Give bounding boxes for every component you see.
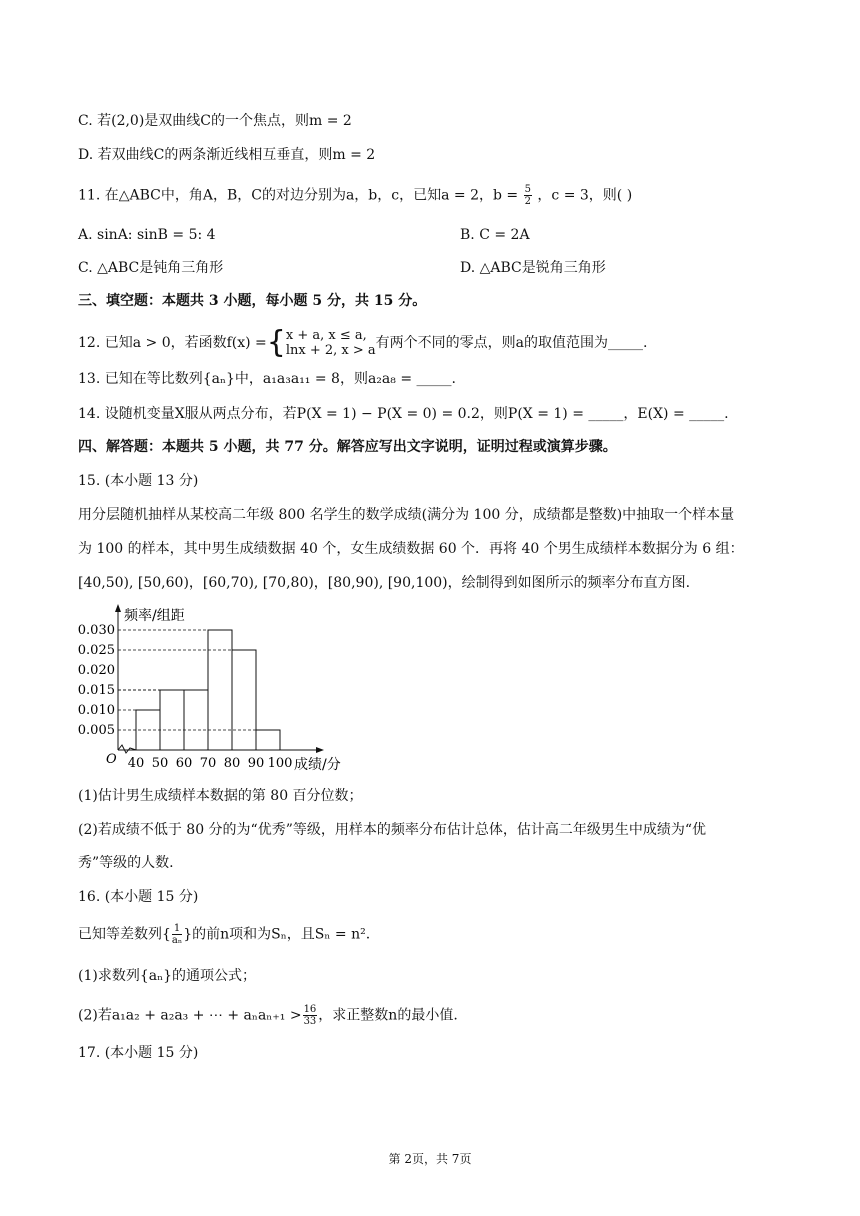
q16-frac-num: 1 <box>173 923 181 934</box>
q11-option-a: A. sinA: sinB = 5: 4 <box>78 227 216 243</box>
q11-frac-num: 5 <box>524 184 531 195</box>
q15-line1: 用分层随机抽样从某校高二年级 800 名学生的数学成绩(满分为 100 分，成绩都是整数)中抽取一个样本量 <box>78 507 735 523</box>
q16-part1: (1)求数列{aₙ}的通项公式； <box>78 968 257 984</box>
q16-part2 <box>78 1004 458 1027</box>
x-tick-label: 60 <box>175 756 193 771</box>
q15-part2-line1: (2)若成绩不低于 80 分的为“优秀”等级，用样本的频率分布估计总体，估计高二年级男生中成绩为“优 <box>78 822 707 838</box>
x-tick-label: 90 <box>247 756 265 771</box>
q11-option-b: B. C = 2A <box>460 227 530 243</box>
page-footer: 第 2页，共 7页 <box>388 1152 472 1166</box>
q16-stem-pre: 已知等差数列{ <box>78 926 171 943</box>
q12-post: 有两个不同的零点，则a的取值范围为_____. <box>375 335 648 351</box>
x-tick-label: 80 <box>223 756 241 771</box>
q12 <box>78 326 647 360</box>
q15-part1: (1)估计男生成绩样本数据的第 80 百分位数； <box>78 788 363 804</box>
q16-heading: 16. (本小题 15 分) <box>78 889 199 905</box>
q16-part2-pre: (2)若a₁a₂ + a₂a₃ + ⋯ + aₙaₙ₊₁ > <box>78 1007 302 1024</box>
q11-fraction <box>524 184 532 207</box>
q13: 13. 已知在等比数列{aₙ}中，a₁a₃a₁₁ = 8，则a₂a₈ = _____. <box>78 371 456 387</box>
q16-part2-fraction <box>303 1004 318 1027</box>
q15-line2: 为 100 的样本，其中男生成绩数据 40 个，女生成绩数据 60 个．再将 40 个男生成绩样本数据分为 6 组： <box>78 541 744 557</box>
y-tick-label: 0.020 <box>77 663 115 678</box>
q11-options-row2 <box>78 258 606 278</box>
y-axis-label: 频率/组距 <box>124 608 185 624</box>
x-tick-label: 50 <box>151 756 169 771</box>
section4-heading: 四、解答题：本题共 5 小题，共 77 分。解答应写出文字说明，证明过程或演算步骤。 <box>78 439 617 455</box>
q12-case2: lnx + 2, x > a <box>285 343 376 358</box>
histogram-chart <box>76 600 366 772</box>
q12-case1: x + a, x ≤ a, <box>285 328 367 343</box>
q15-line3: [40,50), [50,60)，[60,70), [70,80)，[80,90), [90,100)，绘制得到如图所示的频率分布直方图. <box>78 575 691 591</box>
q16-part2-den: 33 <box>303 1016 317 1027</box>
q12-pre: 12. 已知a > 0，若函数f(x) = <box>78 335 267 351</box>
x-axis-arrow <box>316 747 324 753</box>
q16-fraction <box>172 923 182 946</box>
q11-stem-post: ，c = 3，则( ) <box>537 187 633 204</box>
y-axis-arrow <box>115 604 121 612</box>
x-tick-label: 70 <box>199 756 217 771</box>
x-tick-label: 40 <box>127 756 145 771</box>
histogram-bar <box>208 630 232 750</box>
q12-brace: { <box>266 325 286 360</box>
histogram-bar <box>184 690 208 750</box>
histogram-bar <box>232 650 256 750</box>
y-tick-label: 0.005 <box>77 723 115 738</box>
q11-stem <box>78 184 632 207</box>
q16-part2-num: 16 <box>303 1004 317 1015</box>
histogram-bar <box>160 690 184 750</box>
histogram-bar <box>256 730 280 750</box>
q11-option-c: C. △ABC是钝角三角形 <box>78 260 224 276</box>
q17-heading: 17. (本小题 15 分) <box>78 1045 199 1061</box>
x-tick-label: 100 <box>267 756 293 771</box>
q10-option-d: D. 若双曲线C的两条渐近线相互垂直，则m = 2 <box>78 147 376 163</box>
q14: 14. 设随机变量X服从两点分布，若P(X = 1) − P(X = 0) = 0.2，则P(X = 1) = _____，E(X) = _____. <box>78 406 729 422</box>
y-tick-label: 0.015 <box>77 683 115 698</box>
x-axis-label: 成绩/分 <box>294 757 341 772</box>
q15-part2-line2: 秀”等级的人数. <box>78 855 174 871</box>
section3-heading: 三、填空题：本题共 3 小题，每小题 5 分，共 15 分。 <box>78 293 427 309</box>
q11-frac-den: 2 <box>524 196 531 207</box>
q10-option-c: C. 若(2,0)是双曲线C的一个焦点，则m = 2 <box>78 113 352 129</box>
q11-stem-pre: 11. 在△ABC中，角A，B，C的对边分别为a，b，c，已知a = 2，b = <box>78 187 519 204</box>
q16-stem <box>78 923 370 946</box>
q16-frac-den: aₙ <box>171 935 183 946</box>
q12-cases <box>286 328 376 358</box>
q16-part2-post: ，求正整数n的最小值. <box>318 1007 458 1024</box>
q15-heading: 15. (本小题 13 分) <box>78 473 199 489</box>
y-tick-label: 0.025 <box>77 643 115 658</box>
y-tick-label: 0.030 <box>77 623 115 638</box>
y-tick-label: 0.010 <box>77 703 115 718</box>
q16-stem-post: }的前n项和为Sₙ，且Sₙ = n². <box>183 926 371 943</box>
q11-options-row1 <box>78 225 530 245</box>
origin-label: O <box>106 752 117 767</box>
axis-break-mark <box>118 745 136 753</box>
q11-option-d: D. △ABC是锐角三角形 <box>460 260 606 276</box>
